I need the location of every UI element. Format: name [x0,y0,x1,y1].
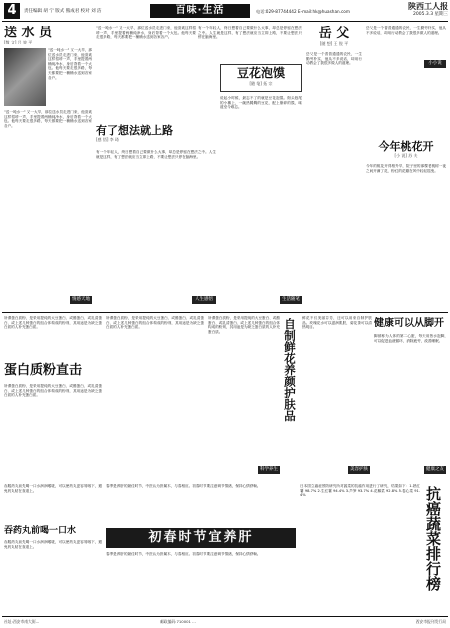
article-title-a10 [4,524,104,538]
contact-info: 电话:029-87744442 E-mail:hk@huashan.com [256,9,350,14]
article-title-a9 [424,486,448,612]
a5-byline: [小 说] 苏 夫 [394,153,418,158]
stamp-s2: 人生感悟 [192,296,216,304]
stamp-s1: 情感天地 [72,297,90,302]
article-title-a4 [306,26,362,50]
issue-date: 2005.3.3 星期三 [413,12,448,17]
a3-byline: [随 笔] 拓 宗 [249,81,273,86]
a5-headline: 今年桃花开 [378,140,434,153]
page-header [0,0,450,22]
a11-headline: 初春时节宜养肝 [148,530,254,545]
article-title-a5 [366,140,446,162]
a6-headline: 蛋白质粉直击 [4,363,83,378]
a6-body: 所谓蛋白质粉，是采用提纯的大豆蛋白、或酪蛋白、或乳清蛋白、或上述几种蛋白的组合体构成的粉剂，其用途是为缺乏蛋白质的人补充蛋白质。 [4,384,102,398]
a2-body: 有一个年轻人，终日想着自己要做什么大事，却总是停留在想法之中。人生就是这样，有了想法就应当立即上路，不要让想法只停在脑海里。 [96,150,216,159]
footer-rule [2,616,448,617]
a3-headline: 豆花泡馍 [236,66,285,80]
article-title-a6 [4,362,104,380]
a6-body-cont2: 所谓蛋白质粉，是采用提纯的大豆蛋白、或酪蛋白、或乳清蛋白、或上述几种蛋白的组合体构成的粉剂，其用途是为缺乏蛋白质的人补充蛋白质。 [208,316,280,334]
a1-photo [4,48,46,106]
page-number: 4 [4,3,20,19]
footer-right: 西安市报刊发行局 [415,619,446,624]
a6-body-cont: 所谓蛋白质粉，是采用提纯的大豆蛋白、或酪蛋白、或乳清蛋白、或上述几种蛋白的组合体构成的粉剂，其用途是为缺乏蛋白质的人补充蛋白质。 [106,316,204,330]
a2-body-cont: 有一个年轻人，终日想着自己要做什么大事，却总是停留在想法之中。人生就是这样，有了想法就应当立即上路，不要让想法只停在脑海里。 [198,26,302,40]
a3-body: 说起小时候，最忘不了的就是豆花泡馍。街头巷尾的小摊上，一碗热腾腾的豆花，配上掰碎的馍，味道至今难忘。 [220,96,302,110]
a3-title-box [220,64,302,92]
article-title-a7 [283,318,299,438]
a2-headline: 有了想法就上路 [96,124,173,137]
section-title: 百味·生活 [150,4,250,18]
footer-mid: 邮政编码:710001 ... [160,619,196,624]
masthead-date [368,2,448,20]
a10-intro: 吞服药丸前先喝一口水润润喉咙，可以使药丸更容易咽下，避免药丸粘在食道上。 [4,484,102,493]
a1-body: "送一吨水一" 又一大早，那位送水员走进门来，他喜欢这样招呼一声，手里提着两桶纯净水，身后背着一个大包。他每天要走很多路，每天都要把一桶桶水送到各家各户。 [4,110,92,128]
stamp-s5: 科学养生 [260,467,278,472]
footer-left: 社址:西安市南大街... [4,619,40,624]
a4-headline: 岳 父 [318,26,350,41]
article-title-a8 [374,316,448,332]
article-title-a1 [4,26,82,44]
stamp-s3: 生活随笔 [282,297,300,302]
a1-body-top: "送一吨水一" 又一大早，那位送水员走进门来，他喜欢这样招呼一声，手里提着两桶纯净水，身后背着一个大包。他每天要走很多路，每天都要把一桶桶水送到各家各户。 [48,48,92,80]
a7-body: 鲜花不仅美丽芬芳，还可以用来自制护肤品。玫瑰花水可以滋润肌肤，菊花茶可以清热明目。 [302,316,372,330]
a11-intro: 春季是养肝的最佳时节，中医认为肝属木，与春相应。初春时节要注意调节情绪，保持心情舒畅。 [106,484,261,488]
a8-body: 脚被称为人体的第二心脏，每天用热水泡脚，可以促进血液循环，消除疲劳，改善睡眠。 [374,334,448,343]
stamp-s7: 健康之友 [426,467,444,472]
article-title-a2 [96,124,216,146]
a6-intro: 所谓蛋白质粉，是采用提纯的大豆蛋白、或酪蛋白、或乳清蛋白、或上述几种蛋白的组合体构成的粉剂，其用途是为缺乏蛋白质的人补充蛋白质。 [4,316,102,330]
a9-headline: 抗癌蔬菜排行榜 [424,486,442,591]
a11-body: 春季是养肝的最佳时节，中医认为肝属木，与春相应。初春时节要注意调节情绪，保持心情舒畅。 [106,552,261,556]
a11-banner [106,528,296,548]
a5-body: 今年的桃花开得格外早，院子里的那棵老桃树一夜之间开满了花，粉红的花瓣在风中轻轻摇曳。 [366,164,446,173]
a4-byline: [随 想] 王 锐 平 [319,41,349,46]
a1-headline: 送 水 员 [4,26,53,40]
a8-headline: 健康可以从脚开 [374,318,444,329]
a7-headline: 自制鲜花养颜护肤品 [283,318,297,422]
paper-name: 陕西工人报 [408,2,448,11]
stamp-s6: 美容护肤 [350,467,368,472]
mid-rule [2,312,448,313]
a10-body: 吞服药丸前先喝一口水润润喉咙，可以使药丸更容易咽下，避免药丸粘在食道上。 [4,540,102,549]
editor-info: 责任编辑 胡 宁 版式 熊成君 校对 刘 洁 [24,9,102,14]
a2-byline: [感 悟] 李 琦 [96,137,119,142]
header-rule [2,21,448,22]
a10-headline: 吞药丸前喝一口水 [4,526,77,536]
a9-body: 日本国立癌症预防研究所对蔬菜的抗癌作用进行了研究，结果如下：1.熟红薯 98.7% 2.生红薯 94.4% 3.芦笋 93.7% 4.花椰菜 92.8% 5.卷心菜 91.4% [300,484,420,498]
a1-body-cont: "送一吨水一" 又一大早，那位送水员走进门来，他喜欢这样招呼一声，手里提着两桶纯净水，身后背着一个大包。他每天要走很多路，每天都要把一桶桶水送到各家各户。 [96,26,196,40]
a4-body: 岳父是一个普普通通的农民，一生勤劳朴实，他从不多说话，却用行动教会了我很多做人的道理。 [306,52,362,66]
a1-byline: [散 文] 吕 效 平 [4,40,33,44]
a4-body-cont: 岳父是一个普普通通的农民，一生勤劳朴实，他从不多说话，却用行动教会了我很多做人的道理。 [366,26,446,35]
stamp-s4: 小小说 [424,60,446,68]
